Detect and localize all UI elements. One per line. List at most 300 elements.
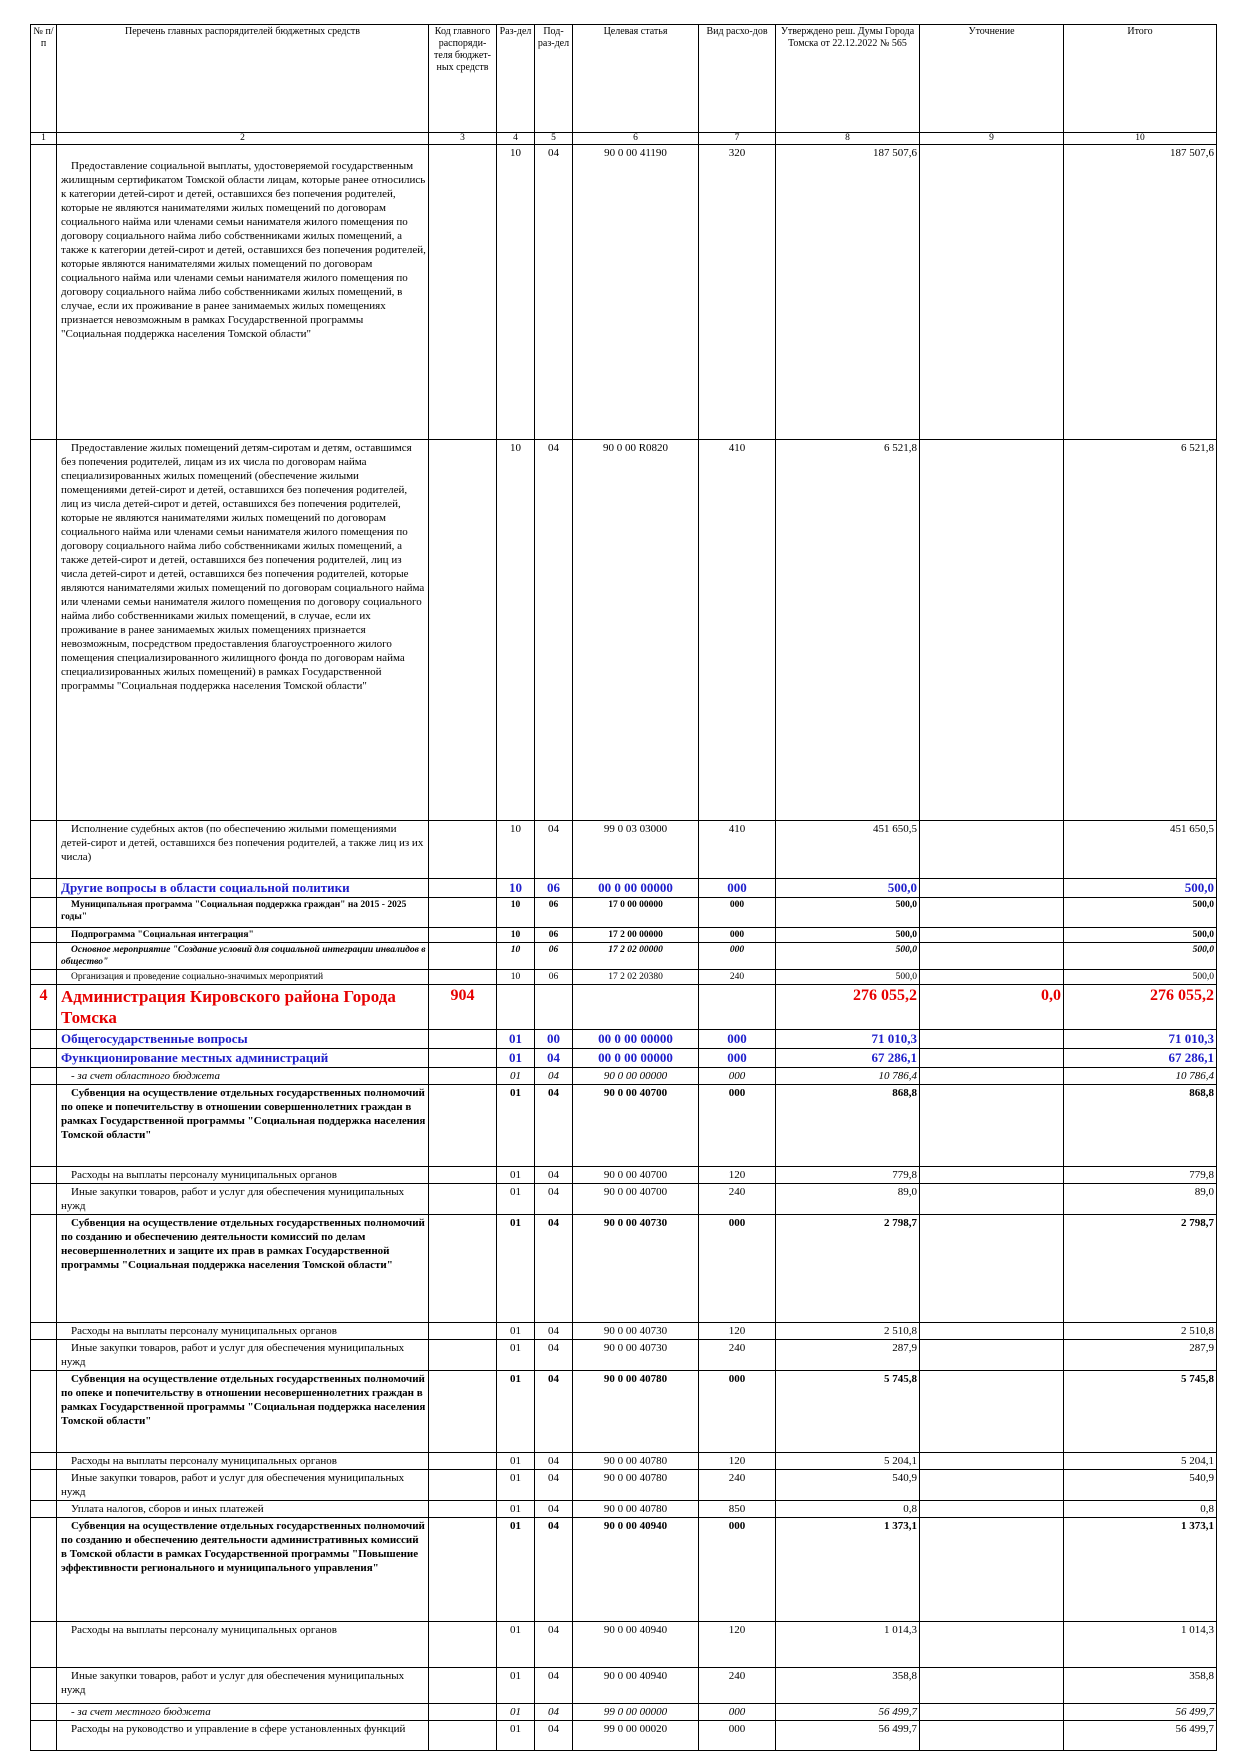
row-article: 99 0 00 00020 <box>573 1721 699 1751</box>
row-number <box>31 928 57 943</box>
row-code <box>429 1340 497 1371</box>
row-total: 89,0 <box>1064 1184 1217 1215</box>
row-change <box>920 1215 1064 1323</box>
row-name: Иные закупки товаров, работ и услуг для обеспечения муниципальных нужд <box>57 1340 429 1371</box>
row-change <box>920 440 1064 821</box>
table-row <box>31 1622 1217 1668</box>
row-total: 451 650,5 <box>1064 821 1217 879</box>
row-change <box>920 821 1064 879</box>
row-razdel: 01 <box>497 1470 535 1501</box>
row-approved: 56 499,7 <box>776 1721 920 1751</box>
row-number <box>31 1668 57 1704</box>
row-name: Предоставление социальной выплаты, удостоверяемой государственным жилищным сертификатом Томской области лицам, которые ранее относились к категории детей-сирот и детей, оставшихся без попечения родителей, которые не являются нанимателями жилых помещений по договорам социального найма или членами семьи нанимателя жилого помещения по договору социального найма либо собственниками жилых помещений, а также к категории детей-сирот и детей, оставшихся без попечения родителей, которые являются нанимателями жилых помещений по договорам социального найма или членами семьи нанимателя жилого помещения по договору социального найма либо собственниками жилых помещений, в случае, если их проживание в ранее занимаемых жилых помещениях признается невозможным в рамках Государственной программы "Социальная поддержка населения Томской области" <box>57 145 429 440</box>
row-razdel: 01 <box>497 1068 535 1085</box>
row-change <box>920 898 1064 928</box>
row-vid: 000 <box>699 879 776 898</box>
row-change: 0,0 <box>920 985 1064 1030</box>
row-razdel: 10 <box>497 879 535 898</box>
row-change <box>920 1323 1064 1340</box>
header-article: Целевая статья <box>573 25 699 133</box>
row-podrazdel: 04 <box>535 1085 573 1167</box>
row-total: 187 507,6 <box>1064 145 1217 440</box>
row-razdel: 10 <box>497 970 535 985</box>
row-article: 99 0 00 00000 <box>573 1704 699 1721</box>
row-article: 90 0 00 40700 <box>573 1167 699 1184</box>
row-article: 00 0 00 00000 <box>573 879 699 898</box>
row-total: 56 499,7 <box>1064 1704 1217 1721</box>
row-article: 17 2 00 00000 <box>573 928 699 943</box>
row-article: 90 0 00 40780 <box>573 1453 699 1470</box>
table-row <box>31 970 1217 985</box>
row-vid: 000 <box>699 1049 776 1068</box>
row-change <box>920 928 1064 943</box>
row-number <box>31 1323 57 1340</box>
row-name: Подпрограмма "Социальная интеграция" <box>57 928 429 943</box>
row-razdel: 01 <box>497 1167 535 1184</box>
table-row <box>31 440 1217 821</box>
row-vid: 410 <box>699 440 776 821</box>
row-razdel: 01 <box>497 1668 535 1704</box>
header-number-6: 6 <box>573 133 699 145</box>
row-podrazdel: 04 <box>535 1668 573 1704</box>
row-vid: 000 <box>699 898 776 928</box>
row-code <box>429 1167 497 1184</box>
header-code: Код главного распоряди-теля бюджет-ных средств <box>429 25 497 133</box>
row-change <box>920 1518 1064 1622</box>
table-header <box>31 25 1217 145</box>
row-number <box>31 1085 57 1167</box>
header-number-8: 8 <box>776 133 920 145</box>
row-article: 90 0 00 40700 <box>573 1085 699 1167</box>
row-podrazdel: 04 <box>535 1049 573 1068</box>
header-number-4: 4 <box>497 133 535 145</box>
table-row <box>31 1215 1217 1323</box>
header-number-3: 3 <box>429 133 497 145</box>
row-podrazdel: 06 <box>535 879 573 898</box>
row-name: Организация и проведение социально-значимых мероприятий <box>57 970 429 985</box>
row-approved: 540,9 <box>776 1470 920 1501</box>
table-row <box>31 1704 1217 1721</box>
row-total: 10 786,4 <box>1064 1068 1217 1085</box>
row-total: 67 286,1 <box>1064 1049 1217 1068</box>
row-article: 90 0 00 40780 <box>573 1501 699 1518</box>
row-razdel: 01 <box>497 1049 535 1068</box>
row-podrazdel: 04 <box>535 1340 573 1371</box>
header-number-2: 2 <box>57 133 429 145</box>
row-article: 17 2 02 20380 <box>573 970 699 985</box>
row-vid: 240 <box>699 1668 776 1704</box>
row-vid: 240 <box>699 1184 776 1215</box>
row-podrazdel: 04 <box>535 1215 573 1323</box>
row-change <box>920 879 1064 898</box>
row-razdel: 01 <box>497 1453 535 1470</box>
row-total: 56 499,7 <box>1064 1721 1217 1751</box>
row-approved: 187 507,6 <box>776 145 920 440</box>
row-vid: 240 <box>699 970 776 985</box>
row-name: Субвенция на осуществление отдельных государственных полномочий по созданию и обеспечению деятельности административных комиссий в Томской области в рамках Государственной программы "Повышение эффективности регионального и муниципального управления" <box>57 1518 429 1622</box>
row-razdel: 01 <box>497 1323 535 1340</box>
row-vid: 000 <box>699 928 776 943</box>
row-vid: 000 <box>699 1215 776 1323</box>
row-name: Исполнение судебных актов (по обеспечению жилыми помещениями детей-сирот и детей, оставшихся без попечения родителей, а также лиц из их числа) <box>57 821 429 879</box>
row-number <box>31 1622 57 1668</box>
row-code <box>429 1030 497 1049</box>
row-razdel: 01 <box>497 1340 535 1371</box>
row-code <box>429 1085 497 1167</box>
row-total: 540,9 <box>1064 1470 1217 1501</box>
row-article: 90 0 00 40780 <box>573 1470 699 1501</box>
table-row <box>31 1184 1217 1215</box>
row-name: Иные закупки товаров, работ и услуг для обеспечения муниципальных нужд <box>57 1184 429 1215</box>
row-total: 868,8 <box>1064 1085 1217 1167</box>
row-total: 2 510,8 <box>1064 1323 1217 1340</box>
row-podrazdel: 06 <box>535 970 573 985</box>
row-total: 5 745,8 <box>1064 1371 1217 1453</box>
header-number-10: 10 <box>1064 133 1217 145</box>
table-row <box>31 1323 1217 1340</box>
row-number <box>31 440 57 821</box>
row-change <box>920 1371 1064 1453</box>
row-podrazdel: 04 <box>535 1184 573 1215</box>
row-change <box>920 1470 1064 1501</box>
row-total: 276 055,2 <box>1064 985 1217 1030</box>
row-article: 90 0 00 40700 <box>573 1184 699 1215</box>
row-change <box>920 1030 1064 1049</box>
row-total: 1 373,1 <box>1064 1518 1217 1622</box>
row-total: 2 798,7 <box>1064 1215 1217 1323</box>
table-row <box>31 898 1217 928</box>
row-vid: 410 <box>699 821 776 879</box>
table-row <box>31 1167 1217 1184</box>
row-razdel: 01 <box>497 1030 535 1049</box>
row-approved: 276 055,2 <box>776 985 920 1030</box>
row-approved: 67 286,1 <box>776 1049 920 1068</box>
row-name: Расходы на выплаты персоналу муниципальных органов <box>57 1622 429 1668</box>
row-vid: 000 <box>699 943 776 970</box>
row-vid: 000 <box>699 1030 776 1049</box>
row-article: 90 0 00 41190 <box>573 145 699 440</box>
row-number <box>31 1184 57 1215</box>
row-razdel: 10 <box>497 928 535 943</box>
row-approved: 0,8 <box>776 1501 920 1518</box>
row-razdel: 01 <box>497 1085 535 1167</box>
row-code <box>429 1704 497 1721</box>
table-row <box>31 1030 1217 1049</box>
row-approved: 5 745,8 <box>776 1371 920 1453</box>
row-code <box>429 440 497 821</box>
row-total: 500,0 <box>1064 879 1217 898</box>
row-code <box>429 1668 497 1704</box>
row-approved: 89,0 <box>776 1184 920 1215</box>
row-total: 500,0 <box>1064 898 1217 928</box>
row-code <box>429 145 497 440</box>
row-podrazdel: 06 <box>535 898 573 928</box>
row-podrazdel: 04 <box>535 440 573 821</box>
row-vid: 120 <box>699 1622 776 1668</box>
row-name: Субвенция на осуществление отдельных государственных полномочий по опеке и попечительству в отношении совершеннолетних граждан в рамках Государственной программы "Социальная поддержка населения Томской области" <box>57 1085 429 1167</box>
row-razdel: 01 <box>497 1371 535 1453</box>
row-code <box>429 1453 497 1470</box>
row-podrazdel: 04 <box>535 1068 573 1085</box>
row-code: 904 <box>429 985 497 1030</box>
row-code <box>429 1184 497 1215</box>
row-approved: 451 650,5 <box>776 821 920 879</box>
table-row <box>31 145 1217 440</box>
table-row <box>31 879 1217 898</box>
row-razdel: 01 <box>497 1215 535 1323</box>
row-total: 500,0 <box>1064 928 1217 943</box>
table-row <box>31 1668 1217 1704</box>
row-number <box>31 879 57 898</box>
row-podrazdel: 04 <box>535 1622 573 1668</box>
row-article: 00 0 00 00000 <box>573 1030 699 1049</box>
row-name: Предоставление жилых помещений детям-сиротам и детям, оставшимся без попечения родителей, лицам из их числа по договорам найма специализированных жилых помещений (обеспечение жилыми помещениями детей-сирот и детей, оставшихся без попечения родителей, лиц из числа детей-сирот и детей, оставшихся без попечения родителей, которые не являются нанимателями жилых помещений по договорам социального найма или членами семьи нанимателя жилого помещения по договору социального найма либо собственниками жилых помещений, а также детей-сирот и детей, оставшихся без попечения родителей, лиц из числа детей-сирот и детей, оставшихся без попечения родителей, которые являются нанимателями жилых помещений по договорам социального найма или членами семьи нанимателя жилого помещения по договору социального найма либо собственниками жилых помещений, в случае, если их проживание в ранее занимаемых жилых помещениях признается невозможным, посредством предоставления благоустроенного жилого помещения специализированного жилищного фонда по договорам найма специализированных жилых помещений) в рамках Государственной программы "Социальная поддержка населения Томской области" <box>57 440 429 821</box>
row-approved: 10 786,4 <box>776 1068 920 1085</box>
row-name: - за счет областного бюджета <box>57 1068 429 1085</box>
row-code <box>429 1501 497 1518</box>
row-article: 99 0 03 03000 <box>573 821 699 879</box>
row-change <box>920 1167 1064 1184</box>
header-number-9: 9 <box>920 133 1064 145</box>
row-number <box>31 970 57 985</box>
row-article: 90 0 00 40730 <box>573 1215 699 1323</box>
header-podrazdel: Под-раз-дел <box>535 25 573 133</box>
row-total: 1 014,3 <box>1064 1622 1217 1668</box>
table-row <box>31 1453 1217 1470</box>
table-row <box>31 1085 1217 1167</box>
row-podrazdel: 04 <box>535 1704 573 1721</box>
row-approved: 1 014,3 <box>776 1622 920 1668</box>
row-change <box>920 970 1064 985</box>
row-vid: 120 <box>699 1453 776 1470</box>
row-article: 90 0 00 40730 <box>573 1323 699 1340</box>
table-row <box>31 1340 1217 1371</box>
row-total: 500,0 <box>1064 943 1217 970</box>
row-change <box>920 1622 1064 1668</box>
row-total: 5 204,1 <box>1064 1453 1217 1470</box>
row-approved: 500,0 <box>776 879 920 898</box>
row-podrazdel: 04 <box>535 145 573 440</box>
row-name: Другие вопросы в области социальной политики <box>57 879 429 898</box>
row-change <box>920 145 1064 440</box>
row-code <box>429 879 497 898</box>
row-number <box>31 943 57 970</box>
table-row <box>31 1721 1217 1751</box>
row-razdel: 10 <box>497 898 535 928</box>
row-change <box>920 1068 1064 1085</box>
header-num: № п/п <box>31 25 57 133</box>
row-razdel: 10 <box>497 440 535 821</box>
row-number <box>31 1215 57 1323</box>
row-code <box>429 943 497 970</box>
header-number-5: 5 <box>535 133 573 145</box>
row-name: Субвенция на осуществление отдельных государственных полномочий по созданию и обеспечению деятельности комиссий по делам несовершеннолетних и защите их прав в рамках Государственной программы "Социальная поддержка населения Томской области" <box>57 1215 429 1323</box>
row-podrazdel: 04 <box>535 1518 573 1622</box>
row-vid: 000 <box>699 1721 776 1751</box>
row-number <box>31 1049 57 1068</box>
row-podrazdel: 06 <box>535 928 573 943</box>
row-razdel <box>497 985 535 1030</box>
row-podrazdel: 04 <box>535 1470 573 1501</box>
table-row <box>31 1049 1217 1068</box>
row-number <box>31 1501 57 1518</box>
row-podrazdel <box>535 985 573 1030</box>
header-number-7: 7 <box>699 133 776 145</box>
row-article: 90 0 00 R0820 <box>573 440 699 821</box>
row-change <box>920 1085 1064 1167</box>
row-approved: 2 798,7 <box>776 1215 920 1323</box>
row-change <box>920 1340 1064 1371</box>
row-podrazdel: 04 <box>535 1453 573 1470</box>
row-approved: 5 204,1 <box>776 1453 920 1470</box>
row-number <box>31 1518 57 1622</box>
row-total: 779,8 <box>1064 1167 1217 1184</box>
row-total: 0,8 <box>1064 1501 1217 1518</box>
row-approved: 358,8 <box>776 1668 920 1704</box>
row-podrazdel: 04 <box>535 821 573 879</box>
row-code <box>429 1049 497 1068</box>
row-code <box>429 1518 497 1622</box>
table-row <box>31 985 1217 1030</box>
row-code <box>429 1371 497 1453</box>
header-change: Уточнение <box>920 25 1064 133</box>
row-vid: 320 <box>699 145 776 440</box>
row-podrazdel: 04 <box>535 1501 573 1518</box>
row-name: Уплата налогов, сборов и иных платежей <box>57 1501 429 1518</box>
row-name: Муниципальная программа "Социальная поддержка граждан" на 2015 - 2025 годы" <box>57 898 429 928</box>
table-row <box>31 821 1217 879</box>
table-row <box>31 1501 1217 1518</box>
row-code <box>429 1215 497 1323</box>
header-razdel: Раз-дел <box>497 25 535 133</box>
row-approved: 500,0 <box>776 943 920 970</box>
row-number <box>31 1721 57 1751</box>
row-change <box>920 943 1064 970</box>
row-change <box>920 1704 1064 1721</box>
row-number <box>31 1453 57 1470</box>
row-number <box>31 1704 57 1721</box>
table-row <box>31 943 1217 970</box>
row-podrazdel: 04 <box>535 1721 573 1751</box>
header-vid: Вид расхо-дов <box>699 25 776 133</box>
row-vid: 120 <box>699 1167 776 1184</box>
table-row <box>31 928 1217 943</box>
row-article: 90 0 00 40940 <box>573 1668 699 1704</box>
header-total: Итого <box>1064 25 1217 133</box>
row-approved: 500,0 <box>776 898 920 928</box>
row-vid: 850 <box>699 1501 776 1518</box>
row-code <box>429 928 497 943</box>
row-number <box>31 1340 57 1371</box>
row-name: Расходы на выплаты персоналу муниципальных органов <box>57 1323 429 1340</box>
row-name: Администрация Кировского района Города Томска <box>57 985 429 1030</box>
row-article: 90 0 00 40940 <box>573 1622 699 1668</box>
row-total: 287,9 <box>1064 1340 1217 1371</box>
row-podrazdel: 04 <box>535 1167 573 1184</box>
row-number <box>31 1030 57 1049</box>
row-total: 71 010,3 <box>1064 1030 1217 1049</box>
row-vid: 000 <box>699 1704 776 1721</box>
row-total: 6 521,8 <box>1064 440 1217 821</box>
row-approved: 71 010,3 <box>776 1030 920 1049</box>
row-vid <box>699 985 776 1030</box>
row-razdel: 10 <box>497 145 535 440</box>
row-podrazdel: 04 <box>535 1371 573 1453</box>
row-razdel: 01 <box>497 1721 535 1751</box>
row-code <box>429 1721 497 1751</box>
row-approved: 287,9 <box>776 1340 920 1371</box>
row-change <box>920 1668 1064 1704</box>
row-article: 00 0 00 00000 <box>573 1049 699 1068</box>
row-change <box>920 1721 1064 1751</box>
row-article <box>573 985 699 1030</box>
row-approved: 56 499,7 <box>776 1704 920 1721</box>
row-number <box>31 821 57 879</box>
row-approved: 779,8 <box>776 1167 920 1184</box>
row-approved: 500,0 <box>776 970 920 985</box>
row-number <box>31 898 57 928</box>
row-number <box>31 1068 57 1085</box>
table-row <box>31 1470 1217 1501</box>
row-podrazdel: 00 <box>535 1030 573 1049</box>
row-code <box>429 1622 497 1668</box>
row-name: Расходы на выплаты персоналу муниципальных органов <box>57 1453 429 1470</box>
row-article: 90 0 00 40940 <box>573 1518 699 1622</box>
row-vid: 240 <box>699 1470 776 1501</box>
row-name: Иные закупки товаров, работ и услуг для обеспечения муниципальных нужд <box>57 1470 429 1501</box>
row-name: Субвенция на осуществление отдельных государственных полномочий по опеке и попечительству в отношении несовершеннолетних граждан в рамках Государственной программы "Социальная поддержка населения Томской области" <box>57 1371 429 1453</box>
row-razdel: 01 <box>497 1518 535 1622</box>
row-vid: 000 <box>699 1371 776 1453</box>
row-razdel: 01 <box>497 1184 535 1215</box>
row-vid: 120 <box>699 1323 776 1340</box>
row-podrazdel: 06 <box>535 943 573 970</box>
row-name: - за счет местного бюджета <box>57 1704 429 1721</box>
row-razdel: 10 <box>497 943 535 970</box>
row-change <box>920 1184 1064 1215</box>
budget-table <box>30 24 1217 1751</box>
table-row <box>31 1068 1217 1085</box>
row-number <box>31 145 57 440</box>
row-razdel: 01 <box>497 1501 535 1518</box>
row-name: Иные закупки товаров, работ и услуг для обеспечения муниципальных нужд <box>57 1668 429 1704</box>
row-number: 4 <box>31 985 57 1030</box>
row-name: Функционирование местных администраций <box>57 1049 429 1068</box>
row-change <box>920 1049 1064 1068</box>
row-razdel: 10 <box>497 821 535 879</box>
row-article: 90 0 00 40730 <box>573 1340 699 1371</box>
row-change <box>920 1501 1064 1518</box>
row-article: 17 2 02 00000 <box>573 943 699 970</box>
row-number <box>31 1371 57 1453</box>
row-total: 358,8 <box>1064 1668 1217 1704</box>
header-number-1: 1 <box>31 133 57 145</box>
row-razdel: 01 <box>497 1622 535 1668</box>
row-vid: 000 <box>699 1518 776 1622</box>
row-code <box>429 1068 497 1085</box>
row-code <box>429 898 497 928</box>
row-approved: 868,8 <box>776 1085 920 1167</box>
table-row <box>31 1518 1217 1622</box>
row-vid: 000 <box>699 1085 776 1167</box>
row-total: 500,0 <box>1064 970 1217 985</box>
row-code <box>429 1470 497 1501</box>
row-article: 90 0 00 00000 <box>573 1068 699 1085</box>
row-code <box>429 821 497 879</box>
row-vid: 000 <box>699 1068 776 1085</box>
row-vid: 240 <box>699 1340 776 1371</box>
row-article: 90 0 00 40780 <box>573 1371 699 1453</box>
